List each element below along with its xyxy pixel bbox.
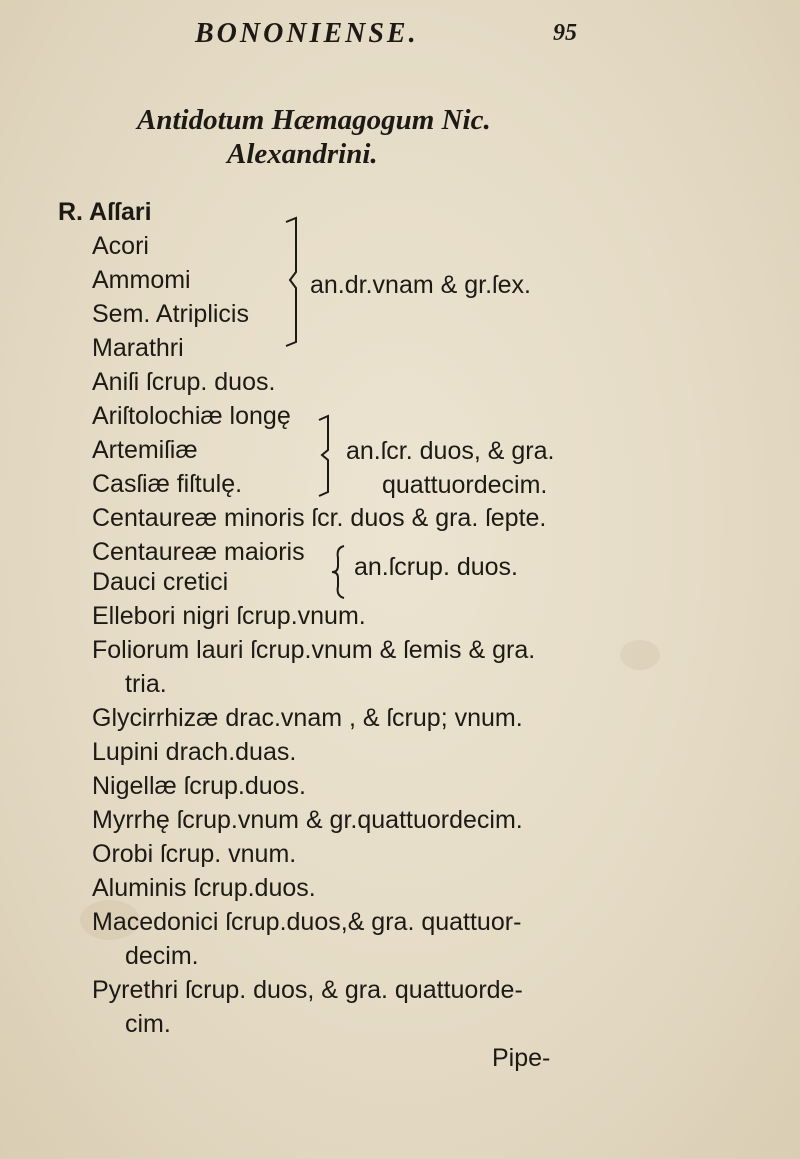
running-title: BONONIENSE. [195, 18, 419, 49]
ingredient-line: Ammomi [92, 266, 191, 294]
ingredient-line: Ariſtolochiæ longę [92, 402, 291, 430]
recipe-title-line-2: Alexandrini. [227, 138, 378, 170]
ingredient-line: Aluminis ſcrup.duos. [92, 874, 316, 902]
ingredient-line: Casſiæ fiſtulę. [92, 470, 243, 498]
dose-text: quattuordecim. [382, 471, 548, 499]
ingredient-line: Lupini drach.duas. [92, 738, 297, 766]
ingredient-line: Acori [92, 232, 149, 260]
ingredient-line: Nigellæ ſcrup.duos. [92, 772, 306, 800]
ingredient-line: tria. [125, 670, 167, 698]
dose-text: an.ſcr. duos, & gra. [346, 437, 555, 465]
ingredient-line: Ellebori nigri ſcrup.vnum. [92, 602, 366, 630]
ingredient-line: Pyrethri ſcrup. duos, & gra. quattuorde- [92, 976, 523, 1004]
ingredient-line: Centaureæ maioris [92, 538, 305, 566]
ingredient-line: R. Aſſari [58, 198, 152, 226]
ingredient-line: Dauci cretici [92, 568, 229, 596]
ingredient-line: decim. [125, 942, 199, 970]
ingredient-line: Glycirrhizæ drac.vnam , & ſcrup; vnum. [92, 704, 523, 732]
page-number: 95 [553, 20, 577, 46]
ingredient-line: Foliorum lauri ſcrup.vnum & ſemis & gra. [92, 636, 536, 664]
ingredient-line: Artemiſiæ [92, 436, 198, 464]
ingredient-line: Macedonici ſcrup.duos,& gra. quattuor- [92, 908, 522, 936]
bracket-icon [330, 542, 350, 602]
ingredient-line: Marathri [92, 334, 184, 362]
ingredient-line: Sem. Atriplicis [92, 300, 249, 328]
ingredient-line: Centaureæ minoris ſcr. duos & gra. ſepte. [92, 504, 547, 532]
ingredient-line: Myrrhę ſcrup.vnum & gr.quattuordecim. [92, 806, 523, 834]
ingredient-line: cim. [125, 1010, 171, 1038]
ingredient-line: Aniſi ſcrup. duos. [92, 368, 276, 396]
bracket-icon [282, 214, 302, 354]
recipe-title-line-1: Antidotum Hæmagogum Nic. [137, 104, 491, 136]
paper-stain [620, 640, 660, 670]
ingredient-line: Orobi ſcrup. vnum. [92, 840, 297, 868]
bracket-icon [316, 412, 336, 498]
dose-text: an.dr.vnam & gr.ſex. [310, 271, 531, 299]
dose-text: an.ſcrup. duos. [354, 553, 518, 581]
catchword: Pipe- [492, 1044, 551, 1072]
